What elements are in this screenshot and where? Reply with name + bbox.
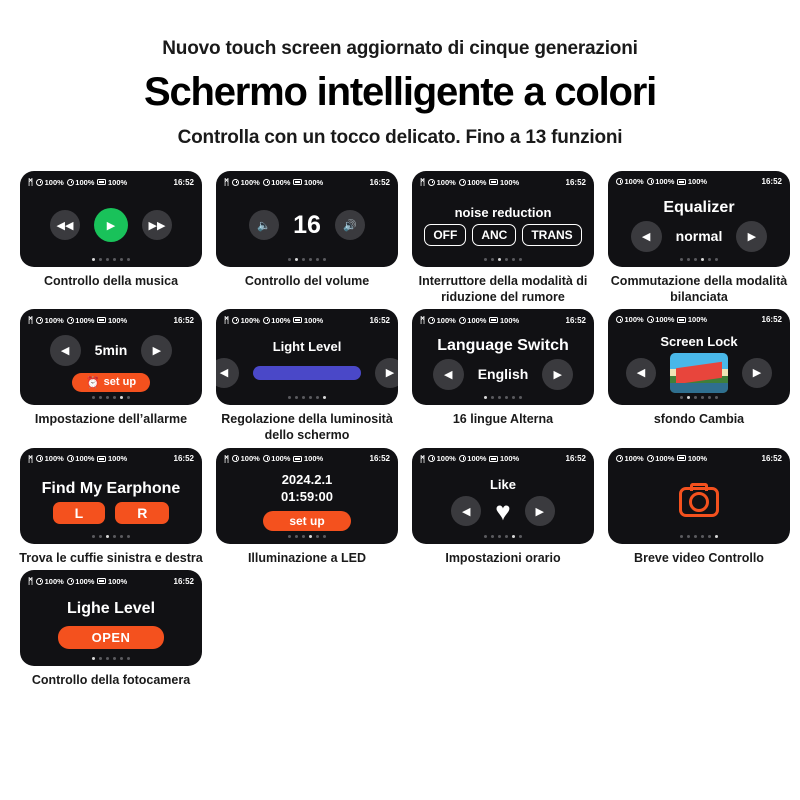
device-screen-short-video[interactable] (608, 448, 790, 544)
battery-label-3: 100% (107, 576, 128, 586)
clock-label: 16:52 (565, 454, 586, 463)
battery-label-2: 100% (655, 315, 675, 325)
feature-grid (0, 171, 800, 689)
battery-circle-icon (232, 317, 239, 324)
page-dots (20, 535, 202, 538)
feature-cell-language-switch (410, 309, 596, 443)
device-screen-noise-reduction[interactable] (412, 171, 594, 267)
battery-label-1: 100% (436, 177, 456, 187)
clock-label: 16:52 (369, 315, 390, 325)
battery-label-1: 100% (44, 576, 64, 586)
status-bar (616, 315, 782, 324)
battery-label-3: 100% (687, 177, 708, 186)
battery-label-2: 100% (655, 177, 675, 186)
screen-title: Screen Lock (660, 333, 738, 349)
wallpaper-preview[interactable] (670, 353, 728, 393)
volume-low-icon[interactable]: 🔈 (249, 210, 279, 240)
language-value: English (477, 366, 529, 383)
page-dots (20, 258, 202, 261)
caption: Commutazione della modalità bilanciata (610, 274, 788, 304)
status-bar (224, 177, 390, 187)
battery-label-2: 100% (271, 315, 291, 325)
chevron-left-icon[interactable]: ◀ (433, 359, 464, 390)
device-screen-led-lighting[interactable] (216, 448, 398, 544)
chevron-right-icon[interactable]: ▶ (525, 496, 555, 526)
screen-title: noise reduction (454, 204, 552, 220)
battery-circle-icon (428, 317, 435, 324)
feature-cell-short-video (606, 448, 792, 567)
status-bar (616, 177, 782, 186)
chevron-right-icon[interactable]: ▶ (736, 221, 767, 252)
battery-label-1: 100% (240, 454, 260, 463)
clock-label: 16:52 (173, 177, 194, 187)
chevron-left-icon[interactable]: ◀ (50, 335, 81, 366)
battery-circle-icon (616, 316, 623, 323)
battery-label-1: 100% (624, 453, 644, 463)
battery-label-1: 100% (436, 315, 456, 325)
feature-cell-music-control (18, 171, 204, 305)
battery-circle-icon (647, 455, 654, 462)
alarm-clock-icon: ⏰ (85, 376, 100, 389)
battery-label-3: 100% (499, 177, 520, 187)
caption: Impostazioni orario (445, 550, 561, 565)
screen-title: Equalizer (663, 198, 735, 216)
mode-option-trans[interactable]: TRANS (522, 224, 581, 246)
feature-cell-light-level (18, 570, 204, 689)
chevron-left-icon[interactable]: ◀ (451, 496, 481, 526)
battery-circle-icon (36, 317, 43, 324)
page-title: Schermo intelligente a colori (144, 70, 656, 114)
battery-icon (489, 179, 498, 185)
caption: Breve video Controllo (634, 550, 764, 565)
caption: Regolazione della luminosità dello schermo (221, 412, 393, 442)
battery-label-3: 100% (107, 454, 128, 463)
battery-icon (293, 456, 302, 462)
battery-circle-icon (36, 179, 43, 186)
device-screen-music-control[interactable] (20, 171, 202, 267)
device-screen-like[interactable] (412, 448, 594, 544)
status-bar (224, 454, 390, 464)
battery-circle-icon (647, 178, 654, 185)
status-bar (224, 315, 390, 325)
chevron-right-icon[interactable]: ▶ (141, 335, 172, 366)
clock-label: 16:52 (565, 315, 586, 325)
page-dots (412, 535, 594, 538)
clock-label: 16:52 (173, 315, 194, 325)
set-up-label: set up (103, 376, 137, 389)
find-right-button[interactable]: R (115, 502, 169, 524)
feature-cell-equalizer (606, 171, 792, 305)
battery-icon (97, 179, 106, 185)
battery-label-2: 100% (75, 576, 95, 586)
battery-circle-icon (36, 578, 43, 585)
forward-icon[interactable]: ▶▶ (142, 210, 172, 240)
device-screen-screen-lock[interactable] (608, 309, 790, 405)
battery-icon (97, 578, 106, 584)
status-bar (28, 576, 194, 586)
battery-label-1: 100% (240, 315, 260, 325)
battery-label-1: 100% (624, 315, 644, 325)
page-dots (216, 396, 398, 399)
battery-label-2: 100% (467, 177, 487, 187)
open-button[interactable]: OPEN (58, 626, 165, 649)
chevron-left-icon[interactable]: ◀ (631, 221, 662, 252)
battery-icon (489, 317, 498, 323)
page-dots (20, 396, 202, 399)
date-label: 2024.2.1 (281, 472, 333, 488)
header (0, 0, 800, 149)
bluetooth-icon: ᛗ (224, 177, 230, 187)
heart-icon[interactable]: ♥ (495, 496, 511, 526)
battery-icon (293, 317, 302, 323)
page-dots (412, 396, 594, 399)
clock-label: 16:52 (173, 454, 194, 463)
caption: Controllo della fotocamera (31, 673, 191, 688)
battery-label-1: 100% (436, 454, 456, 463)
bluetooth-icon: ᛗ (28, 453, 34, 464)
battery-circle-icon (263, 179, 270, 186)
status-bar (28, 315, 194, 325)
chevron-left-icon[interactable]: ◀ (216, 358, 239, 388)
battery-circle-icon (67, 578, 74, 585)
alarm-value: 5min (94, 342, 128, 359)
battery-circle-icon (67, 317, 74, 324)
mode-option-anc[interactable]: ANC (472, 224, 516, 246)
battery-label-3: 100% (687, 315, 708, 325)
equalizer-value: normal (675, 228, 723, 244)
battery-label-2: 100% (75, 454, 95, 463)
chevron-right-icon[interactable]: ▶ (375, 358, 398, 388)
datetime-display (281, 472, 333, 505)
bluetooth-icon: ᛗ (28, 177, 34, 187)
clock-label: 16:52 (761, 453, 782, 463)
battery-circle-icon (616, 455, 623, 462)
battery-circle-icon (428, 455, 435, 462)
battery-label-2: 100% (655, 453, 675, 463)
battery-circle-icon (428, 179, 435, 186)
caption: 16 lingue Alterna (452, 412, 554, 427)
battery-circle-icon (232, 455, 239, 462)
bluetooth-icon: ᛗ (420, 315, 426, 326)
screen-title: Light Level (272, 338, 342, 354)
mode-option-off[interactable]: OFF (424, 224, 466, 246)
status-bar (28, 177, 194, 187)
volume-high-icon[interactable]: 🔊 (335, 210, 365, 240)
battery-circle-icon (459, 179, 466, 186)
battery-circle-icon (67, 455, 74, 462)
volume-value: 16 (293, 210, 321, 239)
battery-label-1: 100% (240, 177, 260, 187)
battery-icon (97, 456, 106, 462)
page-dots (412, 258, 594, 261)
device-screen-language-switch[interactable] (412, 309, 594, 405)
battery-label-2: 100% (75, 315, 95, 325)
battery-circle-icon (263, 317, 270, 324)
device-screen-find-my-earphone[interactable] (20, 448, 202, 544)
feature-cell-volume-control (214, 171, 400, 305)
time-label: 01:59:00 (280, 488, 334, 504)
battery-circle-icon (67, 179, 74, 186)
device-screen-brightness[interactable] (216, 309, 398, 405)
battery-circle-icon (647, 316, 654, 323)
clock-label: 16:52 (173, 576, 194, 586)
caption: Controllo del volume (244, 274, 370, 288)
header-subtitle-top: Nuovo touch screen aggiornato di cinque generazioni (162, 38, 638, 59)
device-screen-equalizer[interactable] (608, 171, 790, 267)
device-screen-alarm-setting[interactable] (20, 309, 202, 405)
battery-label-1: 100% (44, 315, 64, 325)
battery-label-3: 100% (303, 177, 324, 187)
caption: Impostazione dell’allarme (34, 412, 188, 427)
set-up-button[interactable] (72, 373, 150, 392)
page-dots (216, 258, 398, 261)
header-subtitle-bottom: Controlla con un tocco delicato. Fino a 13 funzioni (177, 127, 623, 148)
chevron-right-icon[interactable]: ▶ (742, 358, 772, 388)
feature-cell-find-my-earphone (18, 448, 204, 567)
battery-label-2: 100% (75, 177, 95, 187)
battery-label-3: 100% (499, 454, 520, 463)
battery-circle-icon (459, 455, 466, 462)
status-bar (28, 454, 194, 464)
battery-icon (677, 455, 686, 461)
screen-title: Find My Earphone (41, 479, 181, 497)
battery-label-3: 100% (687, 453, 708, 463)
battery-circle-icon (263, 455, 270, 462)
screen-title: Like (489, 477, 516, 492)
find-left-button[interactable]: L (53, 502, 106, 524)
page-dots (20, 657, 202, 660)
brightness-slider[interactable] (253, 366, 361, 380)
battery-icon (677, 179, 686, 185)
play-icon[interactable]: ▶ (94, 208, 128, 242)
battery-circle-icon (459, 317, 466, 324)
feature-cell-like (410, 448, 596, 567)
bluetooth-icon: ᛗ (28, 576, 34, 587)
page-dots (216, 535, 398, 538)
feature-cell-noise-reduction (410, 171, 596, 305)
status-bar (616, 454, 782, 463)
status-bar (420, 454, 586, 464)
clock-label: 16:52 (565, 177, 586, 187)
battery-label-2: 100% (467, 454, 487, 463)
battery-icon (293, 179, 302, 185)
status-bar (420, 177, 586, 187)
bluetooth-icon: ᛗ (224, 315, 230, 326)
rewind-icon[interactable]: ◀◀ (50, 210, 80, 240)
caption: Controllo della musica (43, 274, 179, 288)
clock-label: 16:52 (369, 454, 390, 463)
feature-cell-led-lighting (214, 448, 400, 567)
page-dots (608, 535, 790, 538)
clock-label: 16:52 (761, 315, 782, 325)
battery-label-1: 100% (624, 177, 644, 186)
bluetooth-icon: ᛗ (420, 177, 426, 187)
battery-label-3: 100% (303, 315, 324, 325)
feature-cell-alarm-setting (18, 309, 204, 443)
page-dots (608, 396, 790, 399)
battery-icon (677, 317, 686, 323)
feature-cell-screen-lock (606, 309, 792, 443)
battery-label-3: 100% (107, 177, 128, 187)
screen-title: Lighe Level (66, 599, 156, 617)
caption: Trova le cuffie sinistra e destra (19, 550, 203, 565)
caption: sfondo Cambia (653, 412, 745, 427)
battery-label-2: 100% (467, 315, 487, 325)
set-up-button[interactable]: set up (263, 511, 350, 531)
battery-label-1: 100% (44, 454, 64, 463)
battery-label-3: 100% (303, 454, 324, 463)
battery-label-3: 100% (107, 315, 128, 325)
bluetooth-icon: ᛗ (28, 315, 34, 326)
screen-title: Language Switch (437, 336, 569, 354)
clock-label: 16:52 (761, 177, 782, 186)
bluetooth-icon: ᛗ (224, 453, 230, 464)
battery-circle-icon (616, 178, 623, 185)
battery-circle-icon (232, 179, 239, 186)
device-screen-light-level[interactable] (20, 570, 202, 666)
caption: Illuminazione a LED (247, 550, 367, 565)
chevron-left-icon[interactable]: ◀ (626, 358, 656, 388)
battery-label-2: 100% (271, 454, 291, 463)
battery-circle-icon (36, 455, 43, 462)
caption: Interruttore della modalità di riduzione del rumore (418, 274, 588, 304)
battery-label-1: 100% (44, 177, 64, 187)
chevron-right-icon[interactable]: ▶ (542, 359, 573, 390)
status-bar (420, 315, 586, 325)
battery-icon (97, 317, 106, 323)
battery-label-3: 100% (499, 315, 520, 325)
camera-icon[interactable] (679, 487, 719, 517)
battery-label-2: 100% (271, 177, 291, 187)
battery-icon (489, 456, 498, 462)
device-screen-volume-control[interactable] (216, 171, 398, 267)
clock-label: 16:52 (369, 177, 390, 187)
feature-cell-brightness (214, 309, 400, 443)
page-dots (608, 258, 790, 261)
bluetooth-icon: ᛗ (420, 453, 426, 464)
